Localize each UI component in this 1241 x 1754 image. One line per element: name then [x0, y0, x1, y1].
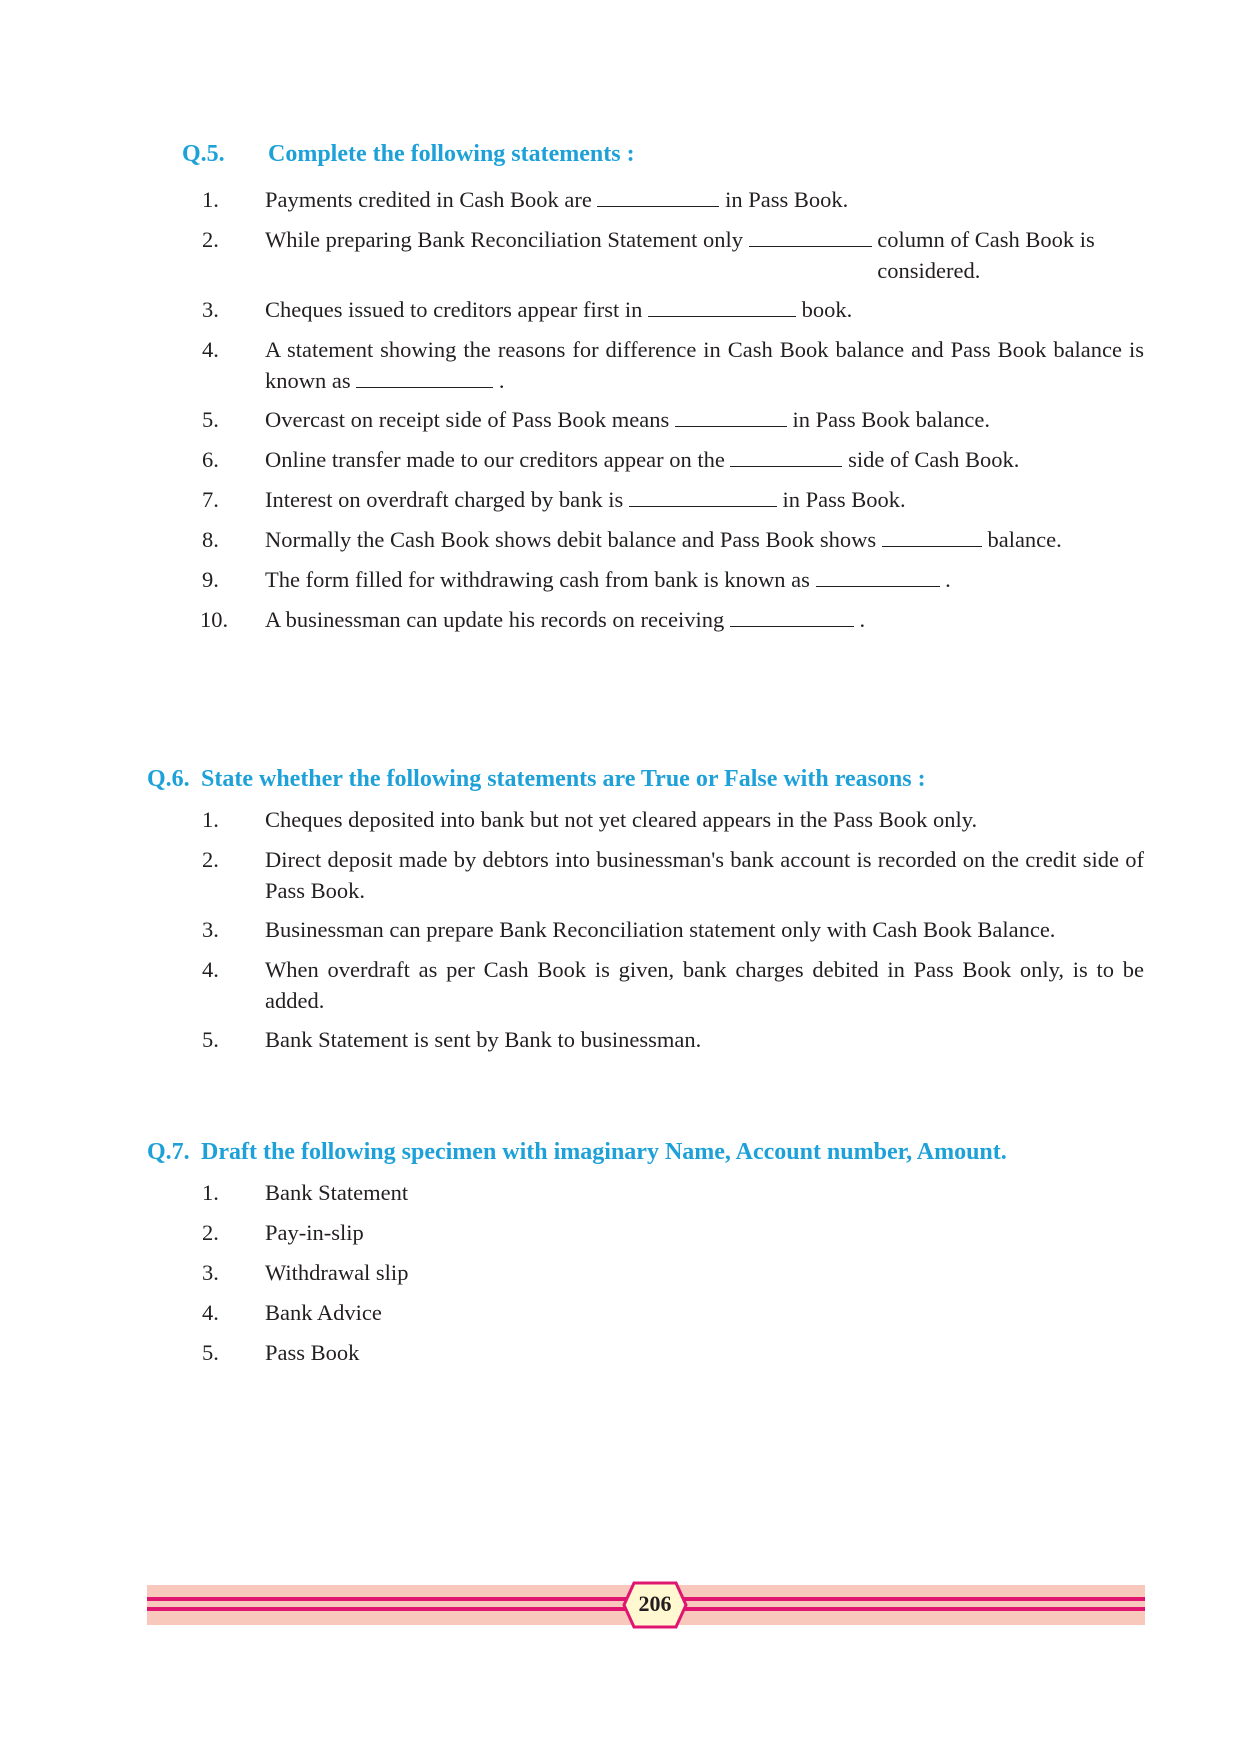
item-number: 2. — [202, 227, 219, 252]
item-number: 4. — [202, 957, 219, 982]
item-number: 2. — [202, 1220, 219, 1245]
answer-blank[interactable] — [730, 444, 842, 467]
answer-blank[interactable] — [629, 484, 777, 507]
item-number: 4. — [202, 337, 219, 362]
item-text-before: Overcast on receipt side of Pass Book means — [265, 407, 670, 432]
answer-blank[interactable] — [675, 404, 787, 427]
answer-blank[interactable] — [749, 224, 872, 247]
question-7-title: Draft the following specimen with imaginary Name, Account number, Amount. — [201, 1139, 1007, 1165]
item-text-before: Normally the Cash Book shows debit balance and Pass Book shows — [265, 527, 877, 552]
item-text-after: column of Cash Book is considered. — [877, 227, 1095, 283]
item-text: Bank Statement is sent by Bank to businessman. — [265, 1027, 702, 1052]
item-text: When overdraft as per Cash Book is given, bank charges debited in Pass Book only, is to be added. — [265, 957, 1144, 1013]
item-number: 7. — [202, 487, 219, 512]
item-text: Pass Book — [265, 1340, 360, 1365]
item-text-before: A statement showing the reasons for difference in Cash Book balance and Pass Book balance is known as — [265, 337, 1144, 393]
answer-blank[interactable] — [730, 604, 854, 627]
item-text-before: Cheques issued to creditors appear first in — [265, 297, 643, 322]
item-text-after: in Pass Book. — [725, 187, 849, 212]
answer-blank[interactable] — [597, 184, 719, 207]
item-number: 3. — [202, 297, 219, 322]
page-number: 206 — [638, 1591, 672, 1616]
item-text: Bank Statement — [265, 1180, 409, 1205]
item-number: 1. — [202, 807, 219, 832]
item-text-after: book. — [801, 297, 853, 322]
item-number: 1. — [202, 1180, 219, 1205]
item-number: 1. — [202, 187, 219, 212]
question-5-number: Q.5. — [182, 141, 225, 167]
question-7-number: Q.7. — [147, 1139, 190, 1165]
item-number: 2. — [202, 847, 219, 872]
item-text-after: in Pass Book. — [782, 487, 906, 512]
item-text-before: Payments credited in Cash Book are — [265, 187, 592, 212]
item-text-after: . — [859, 607, 866, 632]
item-text: Direct deposit made by debtors into businessman's bank account is recorded on the credit side of Pass Book. — [265, 847, 1144, 903]
item-text-after: . — [945, 567, 951, 592]
item-text-before: Online transfer made to our creditors appear on the — [265, 447, 725, 472]
item-number: 6. — [202, 447, 219, 472]
question-6-number: Q.6. — [147, 766, 190, 792]
question-5-title: Complete the following statements : — [268, 141, 635, 167]
item-text: Bank Advice — [265, 1300, 382, 1325]
question-6-title: State whether the following statements are True or False with reasons : — [201, 766, 926, 792]
item-text: Pay-in-slip — [265, 1220, 364, 1245]
item-text: Businessman can prepare Bank Reconciliation statement only with Cash Book Balance. — [265, 917, 1056, 942]
item-text: Withdrawal slip — [265, 1260, 409, 1285]
answer-blank[interactable] — [356, 365, 493, 388]
item-text-before: Interest on overdraft charged by bank is — [265, 487, 624, 512]
item-number: 10. — [200, 607, 229, 632]
item-number: 5. — [202, 407, 219, 432]
item-text-before: While preparing Bank Reconciliation Statement only — [265, 227, 743, 252]
item-number: 5. — [202, 1027, 219, 1052]
item-number: 3. — [202, 1260, 219, 1285]
item-number: 8. — [202, 527, 219, 552]
answer-blank[interactable] — [816, 564, 940, 587]
item-number: 9. — [202, 567, 219, 592]
item-number: 3. — [202, 917, 219, 942]
item-text-after: side of Cash Book. — [848, 447, 1020, 472]
item-number: 5. — [202, 1340, 219, 1365]
item-text-after: balance. — [987, 527, 1062, 552]
answer-blank[interactable] — [648, 294, 796, 317]
answer-blank[interactable] — [882, 524, 982, 547]
item-text-before: The form filled for withdrawing cash from bank is known as — [265, 567, 810, 592]
item-text-after: in Pass Book balance. — [792, 407, 990, 432]
page-footer — [147, 1585, 1145, 1625]
item-text: Cheques deposited into bank but not yet cleared appears in the Pass Book only. — [265, 807, 978, 832]
item-number: 4. — [202, 1300, 219, 1325]
item-text-after: . — [498, 368, 505, 393]
item-text-before: A businessman can update his records on receiving — [265, 607, 725, 632]
